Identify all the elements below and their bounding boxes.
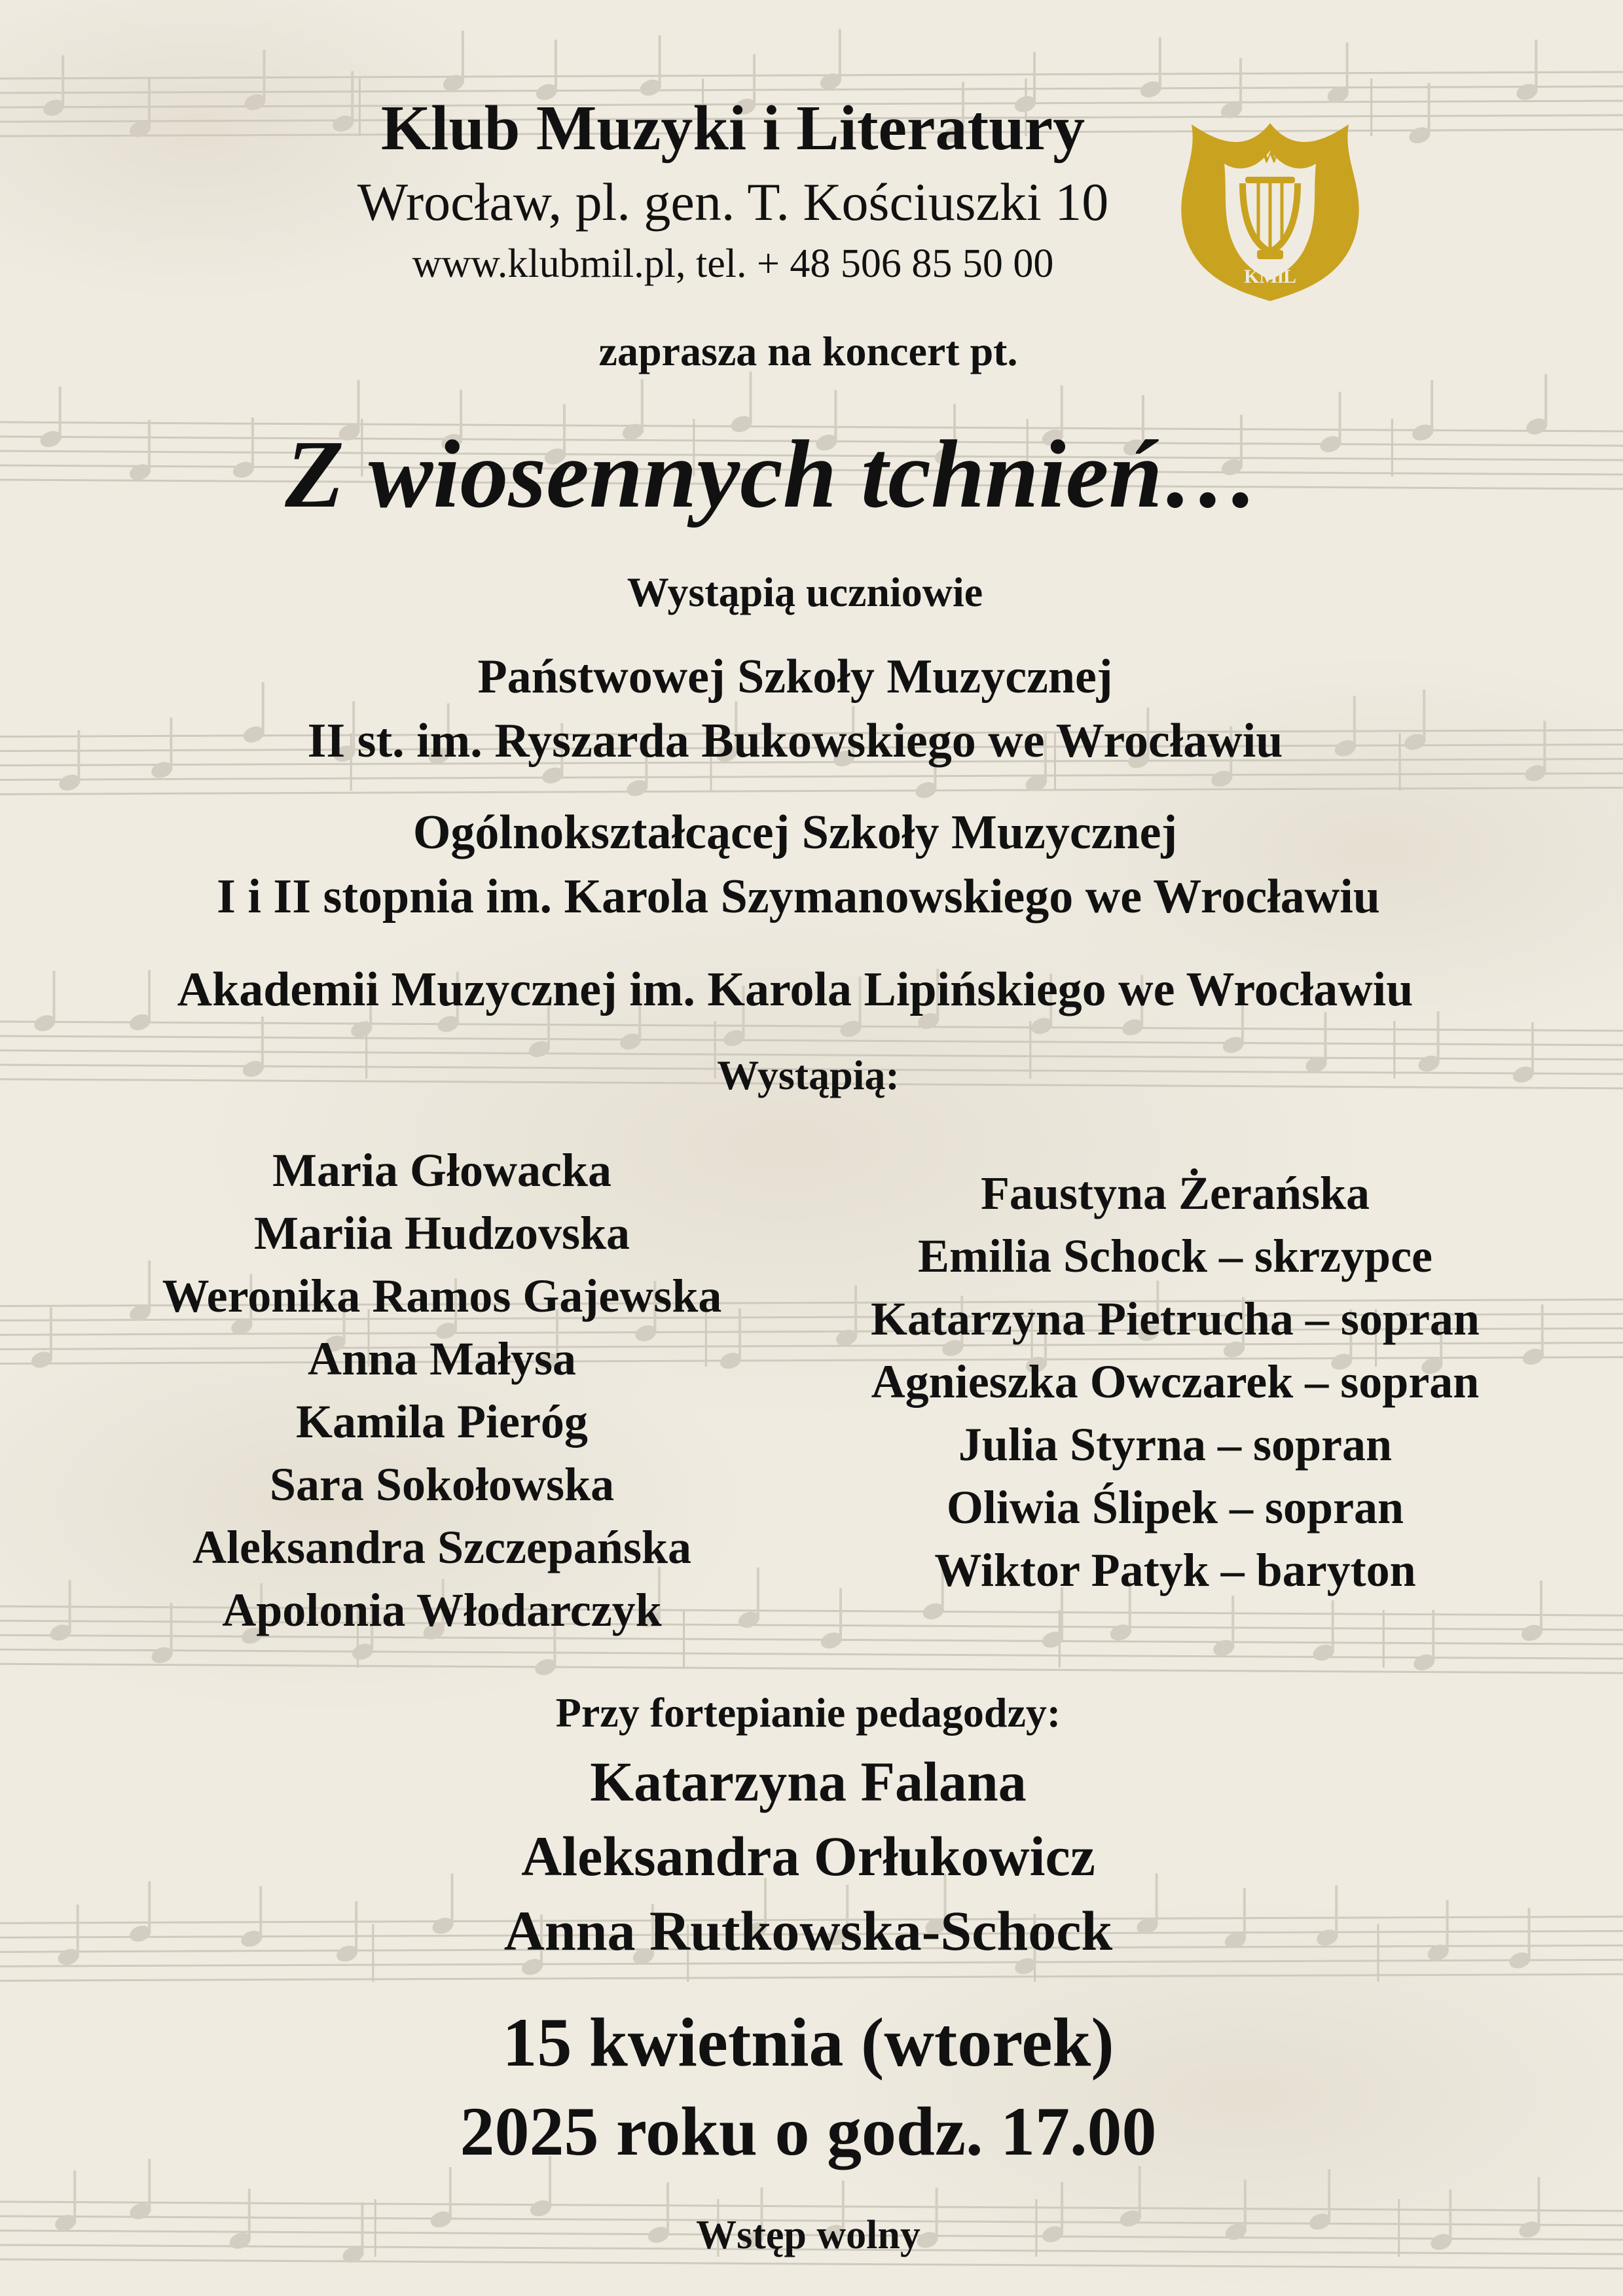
performers-left-list	[105, 1139, 779, 1641]
performers-heading: Wystąpią:	[717, 1052, 900, 1098]
performer-name: Faustyna Żerańska	[980, 1167, 1370, 1219]
lyre-logo-icon	[1172, 111, 1368, 308]
school-1-line-1: Państwowej Szkoły Muzycznej	[477, 650, 1113, 704]
concert-date: 15 kwietnia (wtorek)	[502, 2004, 1114, 2081]
performer-name: Agnieszka Owczarek – sopran	[871, 1355, 1480, 1408]
performer-name: Weronika Ramos Gajewska	[162, 1270, 722, 1322]
school-1-line-2: II st. im. Ryszarda Bukowskiego we Wrocławiu	[307, 714, 1283, 768]
performer-name: Katarzyna Pietrucha – sopran	[871, 1293, 1480, 1345]
performer-name: Mariia Hudzovska	[253, 1207, 630, 1259]
concert-title: Z wiosennych tchnień…	[285, 421, 1260, 528]
performer-name: Maria Głowacka	[272, 1144, 611, 1196]
club-name: Klub Muzyki i Literatury	[380, 93, 1085, 164]
performer-name: Aleksandra Szczepańska	[192, 1521, 692, 1573]
pianist-name: Katarzyna Falana	[590, 1750, 1027, 1813]
performer-name: Emilia Schock – skrzypce	[918, 1230, 1432, 1282]
piano-heading: Przy fortepianie pedagodzy:	[555, 1689, 1061, 1736]
pianist-name: Aleksandra Orłukowicz	[521, 1825, 1095, 1888]
club-contact: www.klubmil.pl, tel. + 48 506 85 50 00	[412, 242, 1054, 286]
invite-text: zaprasza na koncert pt.	[598, 328, 1018, 374]
logo-letter: W	[1260, 145, 1280, 167]
school-2-line-2: I i II stopnia im. Karola Szymanowskiego we Wrocławiu	[217, 870, 1380, 924]
logo-text: KMiL	[1244, 266, 1296, 287]
admission-info: Wstęp wolny	[696, 2213, 921, 2257]
performer-name: Wiktor Patyk – baryton	[934, 1544, 1416, 1596]
students-intro: Wystąpią uczniowie	[627, 569, 983, 615]
performers-right-list	[805, 1162, 1545, 1602]
performer-name: Oliwia Ślipek – sopran	[946, 1481, 1404, 1534]
school-3-line-1: Akademii Muzycznej im. Karola Lipińskiego we Wrocławiu	[177, 963, 1413, 1016]
performer-name: Sara Sokołowska	[269, 1458, 615, 1511]
club-address: Wrocław, pl. gen. T. Kościuszki 10	[357, 172, 1109, 232]
performer-name: Apolonia Włodarczyk	[222, 1584, 662, 1636]
performer-name: Anna Małysa	[307, 1333, 577, 1385]
concert-time: 2025 roku o godz. 17.00	[460, 2093, 1157, 2170]
school-2-line-1: Ogólnokształcącej Szkoły Muzycznej	[412, 806, 1178, 859]
performer-name: Julia Styrna – sopran	[958, 1418, 1393, 1471]
performer-name: Kamila Pieróg	[296, 1395, 588, 1448]
pianist-name: Anna Rutkowska-Schock	[503, 1899, 1113, 1962]
